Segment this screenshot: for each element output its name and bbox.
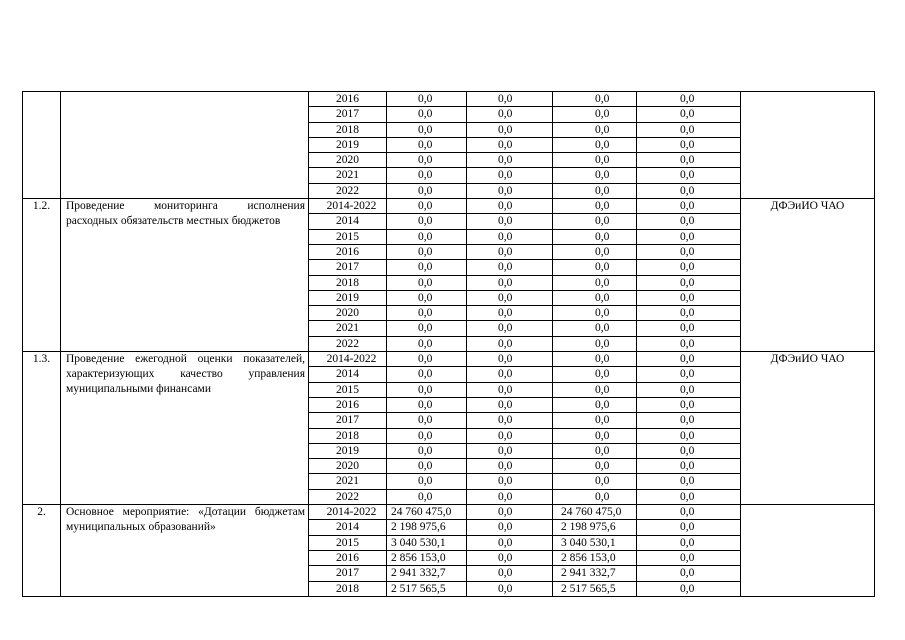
source3-cell: 0,0 — [637, 459, 741, 474]
measure-name: Основное мероприятие: «Дотации бюджетам муниципальных образований» — [61, 505, 309, 597]
measure-name: Проведение ежегодной оценки показателей, характеризующих качество управления муниципальными финансами — [61, 352, 309, 505]
source2-cell: 2 941 332,7 — [553, 566, 637, 581]
source2-cell: 0,0 — [553, 474, 637, 489]
period-cell: 2018 — [309, 275, 387, 290]
source1-cell: 0,0 — [467, 367, 553, 382]
source1-cell: 0,0 — [467, 137, 553, 152]
source1-cell: 0,0 — [467, 260, 553, 275]
source2-cell: 0,0 — [553, 306, 637, 321]
source3-cell: 0,0 — [637, 92, 741, 107]
source2-cell: 0,0 — [553, 290, 637, 305]
source3-cell: 0,0 — [637, 397, 741, 412]
period-cell: 2022 — [309, 336, 387, 351]
source3-cell: 0,0 — [637, 382, 741, 397]
total-cell: 2 856 153,0 — [387, 550, 467, 565]
period-cell: 2022 — [309, 183, 387, 198]
source1-cell: 0,0 — [467, 336, 553, 351]
source2-cell: 0,0 — [553, 443, 637, 458]
period-cell: 2016 — [309, 244, 387, 259]
source3-cell: 0,0 — [637, 275, 741, 290]
source2-cell: 0,0 — [553, 92, 637, 107]
table-body — [23, 92, 875, 597]
period-cell: 2020 — [309, 459, 387, 474]
total-cell: 0,0 — [387, 214, 467, 229]
total-cell: 0,0 — [387, 290, 467, 305]
source3-cell: 0,0 — [637, 581, 741, 596]
total-cell: 2 941 332,7 — [387, 566, 467, 581]
total-cell: 0,0 — [387, 474, 467, 489]
total-cell: 0,0 — [387, 183, 467, 198]
source2-cell: 0,0 — [553, 336, 637, 351]
period-cell: 2017 — [309, 260, 387, 275]
period-cell: 2014 — [309, 367, 387, 382]
total-cell: 0,0 — [387, 168, 467, 183]
source3-cell: 0,0 — [637, 168, 741, 183]
period-cell: 2014-2022 — [309, 352, 387, 367]
period-cell: 2021 — [309, 321, 387, 336]
period-cell: 2015 — [309, 229, 387, 244]
total-cell: 2 517 565,5 — [387, 581, 467, 596]
source1-cell: 0,0 — [467, 474, 553, 489]
period-cell: 2018 — [309, 428, 387, 443]
source3-cell: 0,0 — [637, 306, 741, 321]
period-cell: 2019 — [309, 443, 387, 458]
total-cell: 0,0 — [387, 352, 467, 367]
program-table — [22, 91, 875, 597]
period-cell: 2015 — [309, 382, 387, 397]
source2-cell: 0,0 — [553, 229, 637, 244]
total-cell: 0,0 — [387, 122, 467, 137]
source1-cell: 0,0 — [467, 566, 553, 581]
source1-cell: 0,0 — [467, 275, 553, 290]
total-cell: 0,0 — [387, 275, 467, 290]
total-cell: 0,0 — [387, 397, 467, 412]
period-cell: 2021 — [309, 474, 387, 489]
table-row — [23, 505, 875, 520]
source2-cell: 0,0 — [553, 367, 637, 382]
total-cell: 0,0 — [387, 153, 467, 168]
source3-cell: 0,0 — [637, 550, 741, 565]
source2-cell: 0,0 — [553, 153, 637, 168]
source3-cell: 0,0 — [637, 428, 741, 443]
source2-cell: 0,0 — [553, 122, 637, 137]
source1-cell: 0,0 — [467, 321, 553, 336]
source2-cell: 2 198 975,6 — [553, 520, 637, 535]
source2-cell: 0,0 — [553, 382, 637, 397]
period-cell: 2016 — [309, 92, 387, 107]
source3-cell: 0,0 — [637, 137, 741, 152]
source1-cell: 0,0 — [467, 92, 553, 107]
period-cell: 2016 — [309, 397, 387, 412]
source1-cell: 0,0 — [467, 520, 553, 535]
total-cell: 0,0 — [387, 443, 467, 458]
source3-cell: 0,0 — [637, 229, 741, 244]
source1-cell: 0,0 — [467, 413, 553, 428]
source2-cell: 0,0 — [553, 137, 637, 152]
source3-cell: 0,0 — [637, 244, 741, 259]
total-cell: 0,0 — [387, 382, 467, 397]
period-cell: 2020 — [309, 153, 387, 168]
source3-cell: 0,0 — [637, 199, 741, 214]
source1-cell: 0,0 — [467, 382, 553, 397]
table-row — [23, 199, 875, 214]
total-cell: 0,0 — [387, 260, 467, 275]
source3-cell: 0,0 — [637, 535, 741, 550]
source2-cell: 0,0 — [553, 183, 637, 198]
total-cell: 24 760 475,0 — [387, 505, 467, 520]
total-cell: 0,0 — [387, 428, 467, 443]
total-cell: 0,0 — [387, 413, 467, 428]
source1-cell: 0,0 — [467, 153, 553, 168]
period-cell: 2014-2022 — [309, 505, 387, 520]
source2-cell: 0,0 — [553, 321, 637, 336]
source2-cell: 0,0 — [553, 168, 637, 183]
period-cell: 2019 — [309, 137, 387, 152]
total-cell: 0,0 — [387, 244, 467, 259]
source3-cell: 0,0 — [637, 183, 741, 198]
table-row — [23, 352, 875, 367]
measure-name — [61, 92, 309, 199]
source3-cell: 0,0 — [637, 336, 741, 351]
total-cell: 0,0 — [387, 489, 467, 504]
source1-cell: 0,0 — [467, 168, 553, 183]
source1-cell: 0,0 — [467, 229, 553, 244]
period-cell: 2020 — [309, 306, 387, 321]
source2-cell: 0,0 — [553, 275, 637, 290]
period-cell: 2017 — [309, 413, 387, 428]
source2-cell: 0,0 — [553, 199, 637, 214]
source1-cell: 0,0 — [467, 352, 553, 367]
source1-cell: 0,0 — [467, 290, 553, 305]
measure-name: Проведение мониторинга исполнения расходных обязательств местных бюджетов — [61, 199, 309, 352]
row-number: 1.2. — [23, 199, 61, 352]
row-number: 1.3. — [23, 352, 61, 505]
period-cell: 2014 — [309, 520, 387, 535]
source2-cell: 0,0 — [553, 214, 637, 229]
source3-cell: 0,0 — [637, 566, 741, 581]
source2-cell: 0,0 — [553, 244, 637, 259]
source2-cell: 0,0 — [553, 413, 637, 428]
source1-cell: 0,0 — [467, 122, 553, 137]
executor-cell: ДФЭиИО ЧАО — [741, 199, 875, 352]
source1-cell: 0,0 — [467, 244, 553, 259]
source3-cell: 0,0 — [637, 443, 741, 458]
source2-cell: 3 040 530,1 — [553, 535, 637, 550]
source2-cell: 2 517 565,5 — [553, 581, 637, 596]
source3-cell: 0,0 — [637, 260, 741, 275]
row-number — [23, 92, 61, 199]
period-cell: 2015 — [309, 535, 387, 550]
total-cell: 0,0 — [387, 107, 467, 122]
source1-cell: 0,0 — [467, 505, 553, 520]
source3-cell: 0,0 — [637, 321, 741, 336]
source2-cell: 0,0 — [553, 260, 637, 275]
source2-cell: 0,0 — [553, 397, 637, 412]
total-cell: 0,0 — [387, 199, 467, 214]
source3-cell: 0,0 — [637, 352, 741, 367]
source1-cell: 0,0 — [467, 489, 553, 504]
total-cell: 2 198 975,6 — [387, 520, 467, 535]
executor-cell: ДФЭиИО ЧАО — [741, 352, 875, 505]
period-cell: 2016 — [309, 550, 387, 565]
source1-cell: 0,0 — [467, 459, 553, 474]
source1-cell: 0,0 — [467, 550, 553, 565]
table-row — [23, 92, 875, 107]
source1-cell: 0,0 — [467, 306, 553, 321]
source1-cell: 0,0 — [467, 397, 553, 412]
source3-cell: 0,0 — [637, 367, 741, 382]
source2-cell: 0,0 — [553, 107, 637, 122]
total-cell: 0,0 — [387, 367, 467, 382]
period-cell: 2014-2022 — [309, 199, 387, 214]
period-cell: 2021 — [309, 168, 387, 183]
total-cell: 0,0 — [387, 137, 467, 152]
total-cell: 0,0 — [387, 92, 467, 107]
period-cell: 2017 — [309, 566, 387, 581]
source3-cell: 0,0 — [637, 290, 741, 305]
period-cell: 2019 — [309, 290, 387, 305]
source3-cell: 0,0 — [637, 474, 741, 489]
source3-cell: 0,0 — [637, 413, 741, 428]
source3-cell: 0,0 — [637, 489, 741, 504]
period-cell: 2017 — [309, 107, 387, 122]
source3-cell: 0,0 — [637, 520, 741, 535]
period-cell: 2018 — [309, 581, 387, 596]
source2-cell: 0,0 — [553, 489, 637, 504]
source1-cell: 0,0 — [467, 581, 553, 596]
source1-cell: 0,0 — [467, 535, 553, 550]
source1-cell: 0,0 — [467, 183, 553, 198]
total-cell: 0,0 — [387, 459, 467, 474]
total-cell: 0,0 — [387, 336, 467, 351]
source2-cell: 0,0 — [553, 428, 637, 443]
source2-cell: 0,0 — [553, 459, 637, 474]
source3-cell: 0,0 — [637, 505, 741, 520]
source2-cell: 0,0 — [553, 352, 637, 367]
source2-cell: 2 856 153,0 — [553, 550, 637, 565]
total-cell: 0,0 — [387, 306, 467, 321]
total-cell: 0,0 — [387, 321, 467, 336]
period-cell: 2018 — [309, 122, 387, 137]
source1-cell: 0,0 — [467, 428, 553, 443]
total-cell: 0,0 — [387, 229, 467, 244]
executor-cell — [741, 92, 875, 199]
executor-cell — [741, 505, 875, 597]
source3-cell: 0,0 — [637, 122, 741, 137]
source1-cell: 0,0 — [467, 214, 553, 229]
source3-cell: 0,0 — [637, 153, 741, 168]
total-cell: 3 040 530,1 — [387, 535, 467, 550]
period-cell: 2014 — [309, 214, 387, 229]
row-number: 2. — [23, 505, 61, 597]
source3-cell: 0,0 — [637, 107, 741, 122]
source3-cell: 0,0 — [637, 214, 741, 229]
source1-cell: 0,0 — [467, 443, 553, 458]
source1-cell: 0,0 — [467, 199, 553, 214]
source1-cell: 0,0 — [467, 107, 553, 122]
period-cell: 2022 — [309, 489, 387, 504]
source2-cell: 24 760 475,0 — [553, 505, 637, 520]
